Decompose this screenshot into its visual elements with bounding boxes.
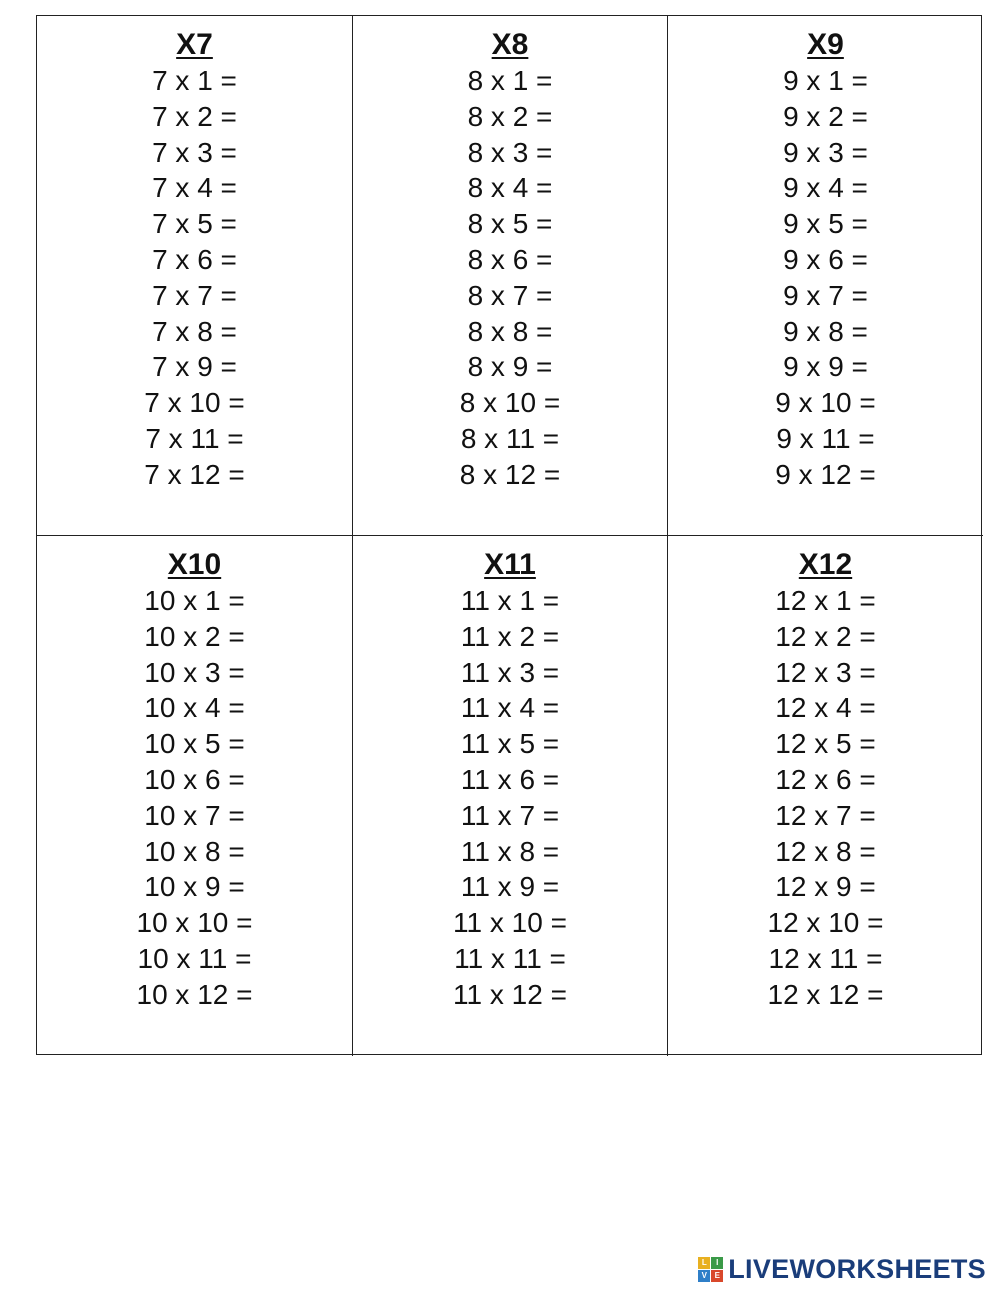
liveworksheets-logo-icon bbox=[698, 1257, 723, 1282]
multiplication-fact: 11 x 11 = bbox=[454, 942, 566, 974]
multiplication-fact: 8 x 1 = bbox=[467, 65, 553, 96]
multiplication-fact: 11 x 8 = bbox=[460, 835, 560, 867]
multiplication-fact: 11 x 5 = bbox=[460, 728, 560, 760]
multiplication-fact: 12 x 2 = bbox=[775, 620, 876, 652]
multiplication-fact: 9 x 1 = bbox=[783, 65, 868, 96]
multiplication-fact: 8 x 11 = bbox=[460, 422, 560, 454]
multiplication-fact: 8 x 12 = bbox=[459, 458, 561, 490]
multiplication-fact: 9 x 7 = bbox=[783, 279, 868, 311]
multiplication-fact: 11 x 3 = bbox=[460, 656, 560, 688]
multiplication-fact: 8 x 3 = bbox=[467, 136, 553, 168]
multiplication-fact: 9 x 8 = bbox=[783, 315, 868, 347]
table-cell-x7 bbox=[37, 16, 353, 536]
multiplication-fact: 11 x 6 = bbox=[460, 763, 560, 795]
times-tables-grid bbox=[36, 15, 982, 1055]
multiplication-fact: 12 x 7 = bbox=[775, 799, 876, 831]
multiplication-fact: 12 x 8 = bbox=[775, 835, 876, 867]
table-cell-x10 bbox=[37, 536, 353, 1056]
multiplication-fact: 7 x 9 = bbox=[152, 351, 237, 383]
table-cell-x11 bbox=[353, 536, 668, 1056]
multiplication-fact: 12 x 1 = bbox=[775, 585, 876, 616]
multiplication-fact: 9 x 11 = bbox=[776, 422, 875, 454]
table-heading: X10 bbox=[167, 548, 222, 581]
multiplication-fact: 8 x 8 = bbox=[467, 315, 553, 347]
multiplication-fact: 10 x 6 = bbox=[144, 763, 245, 795]
multiplication-fact: 12 x 12 = bbox=[767, 978, 884, 1010]
multiplication-fact: 12 x 4 = bbox=[775, 692, 876, 724]
multiplication-fact: 9 x 10 = bbox=[775, 387, 876, 419]
multiplication-fact: 9 x 2 = bbox=[783, 100, 868, 132]
multiplication-fact: 8 x 10 = bbox=[459, 387, 561, 419]
multiplication-fact: 10 x 8 = bbox=[144, 835, 245, 867]
multiplication-fact: 10 x 1 = bbox=[144, 585, 245, 616]
multiplication-fact: 7 x 7 = bbox=[152, 279, 237, 311]
multiplication-fact: 12 x 6 = bbox=[775, 763, 876, 795]
table-heading: X11 bbox=[484, 548, 536, 581]
multiplication-fact: 10 x 4 = bbox=[144, 692, 245, 724]
logo-square: E bbox=[711, 1270, 723, 1282]
table-cell-x9 bbox=[668, 16, 983, 536]
logo-square: V bbox=[698, 1270, 710, 1282]
multiplication-fact: 9 x 4 = bbox=[783, 172, 868, 204]
table-heading: X9 bbox=[807, 28, 844, 61]
multiplication-fact: 12 x 3 = bbox=[775, 656, 876, 688]
logo-square: L bbox=[698, 1257, 710, 1269]
table-heading: X12 bbox=[798, 548, 853, 581]
multiplication-fact: 7 x 11 = bbox=[145, 422, 244, 454]
multiplication-fact: 7 x 6 = bbox=[152, 243, 237, 275]
multiplication-fact: 11 x 4 = bbox=[460, 692, 560, 724]
multiplication-fact: 9 x 5 = bbox=[783, 208, 868, 240]
multiplication-fact: 12 x 10 = bbox=[767, 907, 884, 939]
multiplication-fact: 11 x 12 = bbox=[453, 978, 567, 1010]
table-cell-x12 bbox=[668, 536, 983, 1056]
multiplication-fact: 9 x 12 = bbox=[775, 458, 876, 490]
multiplication-fact: 7 x 10 = bbox=[144, 387, 245, 419]
multiplication-fact: 10 x 9 = bbox=[144, 871, 245, 903]
multiplication-fact: 9 x 9 = bbox=[783, 351, 868, 383]
multiplication-fact: 9 x 3 = bbox=[783, 136, 868, 168]
multiplication-fact: 11 x 10 = bbox=[453, 907, 567, 939]
multiplication-fact: 11 x 9 = bbox=[460, 871, 560, 903]
multiplication-fact: 11 x 7 = bbox=[460, 799, 560, 831]
liveworksheets-brand bbox=[698, 1252, 986, 1286]
multiplication-fact: 10 x 7 = bbox=[144, 799, 245, 831]
multiplication-fact: 7 x 12 = bbox=[144, 458, 245, 490]
logo-square: I bbox=[711, 1257, 723, 1269]
multiplication-fact: 7 x 1 = bbox=[152, 65, 237, 96]
multiplication-fact: 12 x 5 = bbox=[775, 728, 876, 760]
multiplication-fact: 11 x 1 = bbox=[460, 585, 560, 616]
multiplication-fact: 9 x 6 = bbox=[783, 243, 868, 275]
multiplication-fact: 10 x 11 = bbox=[137, 942, 252, 974]
multiplication-fact: 11 x 2 = bbox=[460, 620, 560, 652]
table-cell-x8 bbox=[353, 16, 668, 536]
multiplication-fact: 7 x 2 = bbox=[152, 100, 237, 132]
multiplication-fact: 10 x 2 = bbox=[144, 620, 245, 652]
multiplication-fact: 7 x 8 = bbox=[152, 315, 237, 347]
multiplication-fact: 8 x 4 = bbox=[467, 172, 553, 204]
multiplication-fact: 10 x 5 = bbox=[144, 728, 245, 760]
multiplication-fact: 8 x 6 = bbox=[467, 243, 553, 275]
table-heading: X7 bbox=[176, 28, 213, 61]
multiplication-fact: 8 x 7 = bbox=[467, 279, 553, 311]
multiplication-fact: 7 x 5 = bbox=[152, 208, 237, 240]
multiplication-fact: 8 x 2 = bbox=[467, 100, 553, 132]
multiplication-fact: 8 x 9 = bbox=[467, 351, 553, 383]
multiplication-fact: 12 x 9 = bbox=[775, 871, 876, 903]
multiplication-fact: 10 x 12 = bbox=[136, 978, 253, 1010]
multiplication-fact: 10 x 10 = bbox=[136, 907, 253, 939]
multiplication-fact: 10 x 3 = bbox=[144, 656, 245, 688]
multiplication-fact: 8 x 5 = bbox=[467, 208, 553, 240]
table-heading: X8 bbox=[491, 28, 529, 61]
multiplication-fact: 12 x 11 = bbox=[768, 942, 883, 974]
multiplication-fact: 7 x 4 = bbox=[152, 172, 237, 204]
brand-name: LIVEWORKSHEETS bbox=[728, 1253, 986, 1284]
multiplication-fact: 7 x 3 = bbox=[152, 136, 237, 168]
